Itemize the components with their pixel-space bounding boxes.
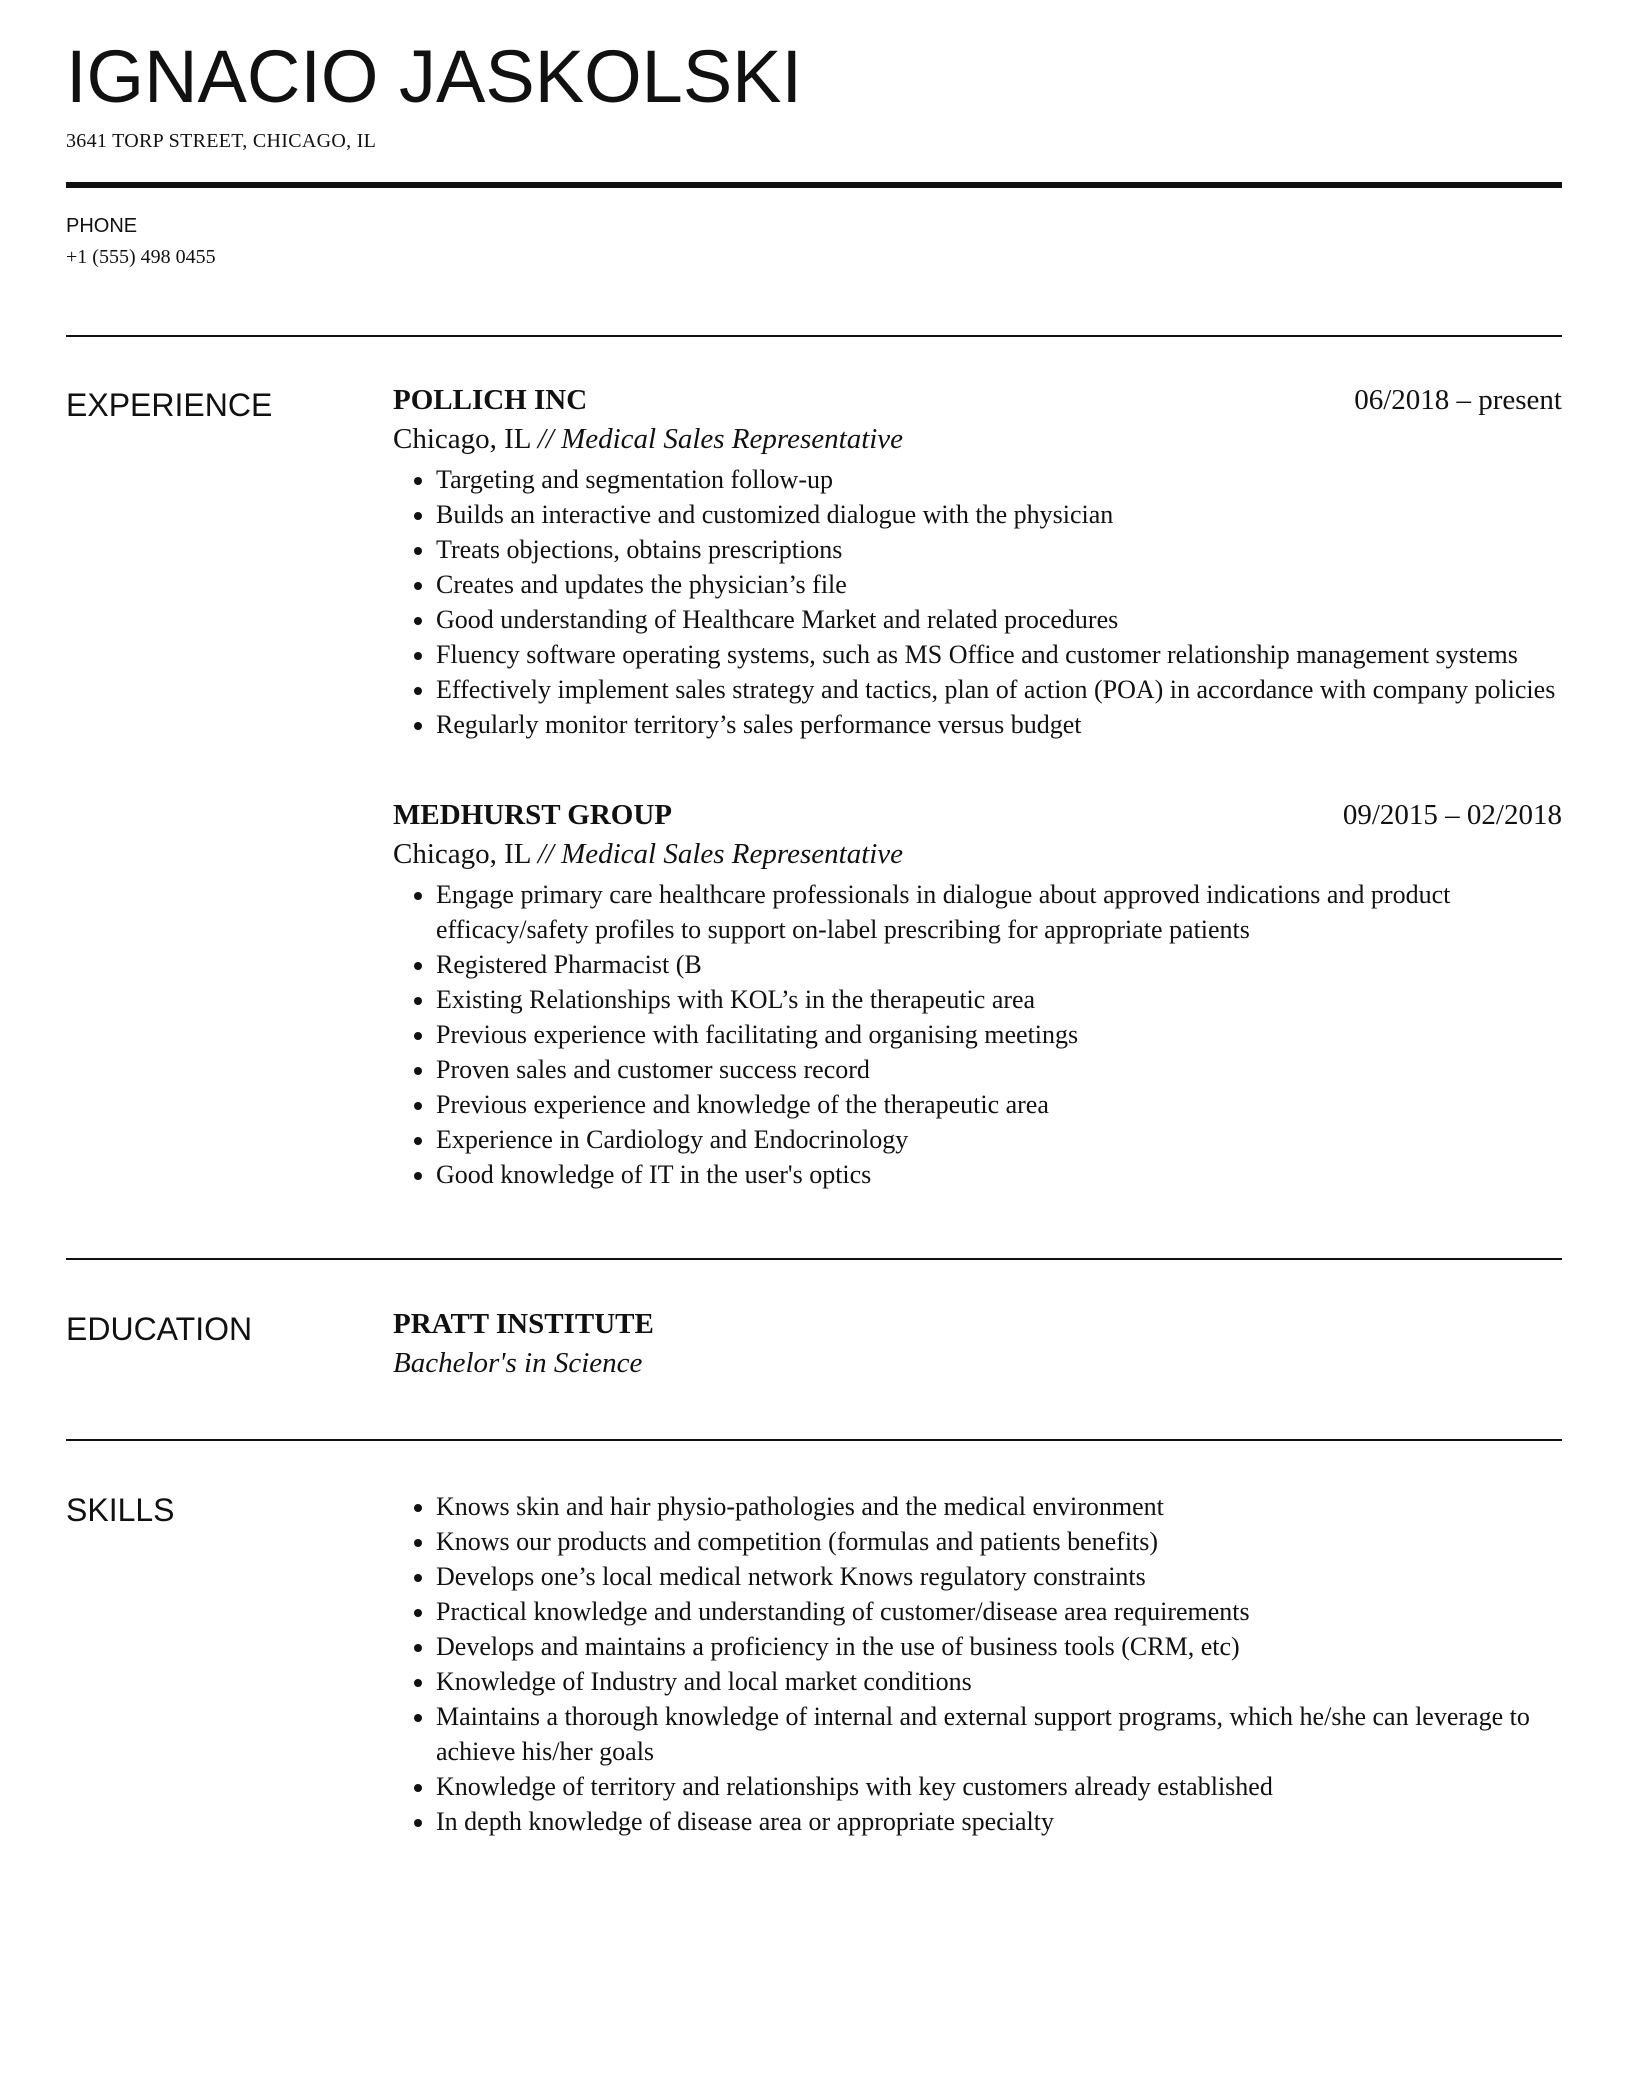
- phone-value: +1 (555) 498 0455: [66, 246, 216, 268]
- job-subtitle: [393, 838, 1562, 871]
- job-dates: 09/2015 – 02/2018: [1342, 799, 1562, 831]
- list-item: • Knowledge of Industry and local market conditions: [436, 1664, 1562, 1699]
- list-item: • Creates and updates the physician’s file: [436, 567, 1562, 602]
- experience-section: [66, 384, 1562, 1192]
- resume-page: [66, 0, 1562, 1839]
- list-item: • Practical knowledge and understanding of customer/disease area requirements: [436, 1594, 1562, 1629]
- education-school: PRATT INSTITUTE: [393, 1308, 654, 1340]
- section-divider: [66, 1439, 1562, 1441]
- job-separator: //: [537, 423, 554, 455]
- job-bullets: [393, 462, 1562, 742]
- job-subtitle: [393, 423, 1562, 456]
- header-divider: [66, 182, 1562, 188]
- list-item: • Previous experience with facilitating and organising meetings: [436, 1017, 1562, 1052]
- education-body: [393, 1308, 1562, 1380]
- list-item: • Proven sales and customer success record: [436, 1052, 1562, 1087]
- list-item: • Experience in Cardiology and Endocrinology: [436, 1122, 1562, 1157]
- list-item: • Knows our products and competition (formulas and patients benefits): [436, 1524, 1562, 1559]
- list-item: • Maintains a thorough knowledge of internal and external support programs, which he/she can leverage to achieve his/her goals: [436, 1699, 1562, 1769]
- candidate-name: IGNACIO JASKOLSKI: [66, 35, 803, 118]
- list-item: • Good understanding of Healthcare Market and related procedures: [436, 602, 1562, 637]
- experience-heading: EXPERIENCE: [66, 387, 273, 423]
- job-company: MEDHURST GROUP: [393, 799, 673, 831]
- list-item: • Registered Pharmacist (B: [436, 947, 1562, 982]
- list-item: • Good knowledge of IT in the user's optics: [436, 1157, 1562, 1192]
- section-divider: [66, 1258, 1562, 1260]
- list-item: • Knowledge of territory and relationships with key customers already established: [436, 1769, 1562, 1804]
- job-entry: [393, 384, 1562, 742]
- list-item: • Existing Relationships with KOL’s in the therapeutic area: [436, 982, 1562, 1017]
- job-dates: 06/2018 – present: [1354, 384, 1562, 416]
- skills-list: [393, 1489, 1562, 1839]
- list-item: • Knows skin and hair physio-pathologies and the medical environment: [436, 1489, 1562, 1524]
- job-bullets: [393, 877, 1562, 1192]
- list-item: • Previous experience and knowledge of the therapeutic area: [436, 1087, 1562, 1122]
- skills-body: [393, 1489, 1562, 1839]
- job-role: Medical Sales Representative: [561, 423, 904, 455]
- skills-heading: SKILLS: [66, 1492, 175, 1528]
- phone-label: PHONE: [66, 215, 138, 237]
- skills-section: [66, 1489, 1562, 1839]
- job-location: Chicago, IL: [393, 423, 531, 455]
- list-item: • Effectively implement sales strategy and tactics, plan of action (POA) in accordance with company policies: [436, 672, 1562, 707]
- job-separator: //: [537, 838, 554, 870]
- list-item: • Treats objections, obtains prescriptions: [436, 532, 1562, 567]
- job-company: POLLICH INC: [393, 384, 588, 416]
- section-divider: [66, 335, 1562, 337]
- job-role: Medical Sales Representative: [561, 838, 904, 870]
- education-heading: EDUCATION: [66, 1311, 253, 1347]
- list-item: • Targeting and segmentation follow-up: [436, 462, 1562, 497]
- list-item: • Regularly monitor territory’s sales performance versus budget: [436, 707, 1562, 742]
- education-degree: Bachelor's in Science: [393, 1347, 643, 1379]
- experience-body: [393, 384, 1562, 1192]
- list-item: • Builds an interactive and customized dialogue with the physician: [436, 497, 1562, 532]
- list-item: • In depth knowledge of disease area or appropriate specialty: [436, 1804, 1562, 1839]
- job-entry: [393, 799, 1562, 1192]
- list-item: • Engage primary care healthcare professionals in dialogue about approved indications and product efficacy/safety profiles to support on-label prescribing for appropriate patients: [436, 877, 1562, 947]
- list-item: • Develops one’s local medical network Knows regulatory constraints: [436, 1559, 1562, 1594]
- list-item: • Develops and maintains a proficiency in the use of business tools (CRM, etc): [436, 1629, 1562, 1664]
- candidate-address: 3641 TORP STREET, CHICAGO, IL: [66, 130, 377, 152]
- list-item: • Fluency software operating systems, such as MS Office and customer relationship management systems: [436, 637, 1562, 672]
- education-section: [66, 1308, 1562, 1380]
- job-location: Chicago, IL: [393, 838, 531, 870]
